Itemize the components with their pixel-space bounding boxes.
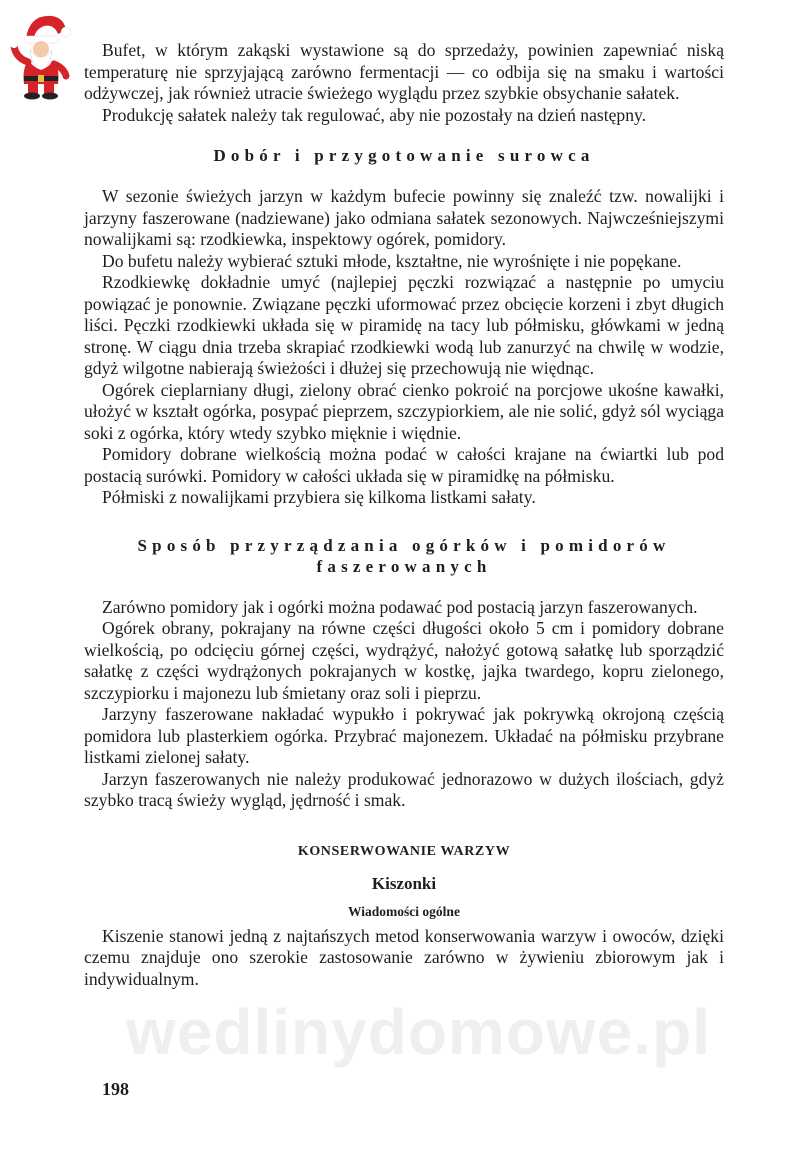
paragraph: Jarzyn faszerowanych nie należy produkować jednorazowo w dużych ilościach, gdyż szybko tracą świeży wygląd, jędrność i smak. (84, 768, 724, 810)
chapter-heading: KONSERWOWANIE WARZYW (297, 843, 511, 859)
paragraph: W sezonie świeżych jarzyn w każdym bufecie powinny się znaleźć tzw. nowalijki i jarzyny faszerowane (nadziewane) jako odmiana sałatek sezonowych. Najwcześniejszymi nowalijkami są: rzodkiewka, inspektowy ogórek, pomidory. (84, 186, 724, 249)
paragraph: Półmiski z nowalijkami przybiera się kilkoma listkami sałaty. (102, 487, 536, 507)
section-heading-sposob (84, 535, 724, 577)
section-heading-dobor: Dobór i przygotowanie surowca (213, 146, 595, 165)
paragraph: Zarówno pomidory jak i ogórki można podawać pod postacią jarzyn faszerowanych. (102, 596, 698, 617)
watermark: wedlinydomowe.pl (126, 996, 711, 1068)
paragraph: Rzodkiewkę dokładnie umyć (najlepiej pęczki rozwiązać a następnie po umyciu powiązać je ponownie. Związane pęczki uformować przez obcięcie korzeni i zbyt długich liści. Pęczki rzodkiewki układa się w piramidę na tacy lub półmisku, główkami w jedną stronę. W ciągu dnia trzeba skrapiać rzodkiewki wodą lub zanurzyć na chwilę w wodzie, gdyż wilgotne nabierają świeżości i dłużej się przechowują nie więdnąc. (84, 272, 724, 378)
paragraph: Bufet, w którym zakąski wystawione są do sprzedaży, powinien zapewniać niską temperaturę nie sprzyjającą zarówno fermentacji — co odbija się na smaku i wartości odżywczej, jak również utracie świeżego wyglądu przez szybkie obsychanie sałatek. (84, 40, 724, 103)
subheading-wiadomosci: Wiadomości ogólne (348, 903, 460, 919)
paragraph: Kiszenie stanowi jedną z najtańszych metod konserwowania warzyw i owoców, dzięki czemu znajduje ono szerokie zastosowanie zarówno w żywieniu zbiorowym jak i indywidualnym. (84, 925, 724, 989)
subheading-kiszonki: Kiszonki (371, 873, 437, 893)
paragraph: Pomidory dobrane wielkością można podać w całości krajane na ćwiartki lub pod postacią surówki. Pomidory w całości układa się w piramidkę na półmisku. (84, 444, 724, 486)
santa-claus-icon (8, 8, 76, 100)
page-content (84, 40, 724, 990)
section-heading-line: faszerowanych (316, 556, 492, 576)
paragraph: Ogórek cieplarniany długi, zielony obrać cienko pokroić na porcjowe ukośne kawałki, ułożyć w kształt ogórka, posypać pieprzem, szczypiorkiem, ale nie solić, gdyż sól wyciąga soki z ogórka, który wtedy szybko mięknie i więdnie. (84, 379, 724, 443)
paragraph: Ogórek obrany, pokrajany na równe części długości około 5 cm i pomidory dobrane wielkością, po odcięciu górnej części, wydrążyć, nałożyć gotową sałatkę lub sporządzić sałatkę z części wydrążonych pokrajanych w kostkę, jajka twardego, kopru zielonego, szczypiorku i majonezu lub śmietany oraz soli i pieprzu. (84, 618, 724, 703)
page-number: 198 (102, 1079, 129, 1099)
paragraph: Jarzyny faszerowane nakładać wypukło i pokrywać jak pokrywką okrojoną częścią pomidora lub plasterkiem ogórka. Przybrać majonezem. Układać na półmisku przybrane listkami zielonej sałaty. (84, 704, 724, 767)
paragraph: Do bufetu należy wybierać sztuki młode, kształtne, nie wyrośnięte i nie popękane. (102, 250, 682, 271)
section-heading-line: Sposób przyrządzania ogórków i pomidorów (137, 535, 671, 555)
paragraph: Produkcję sałatek należy tak regulować, aby nie pozostały na dzień następny. (102, 104, 647, 125)
